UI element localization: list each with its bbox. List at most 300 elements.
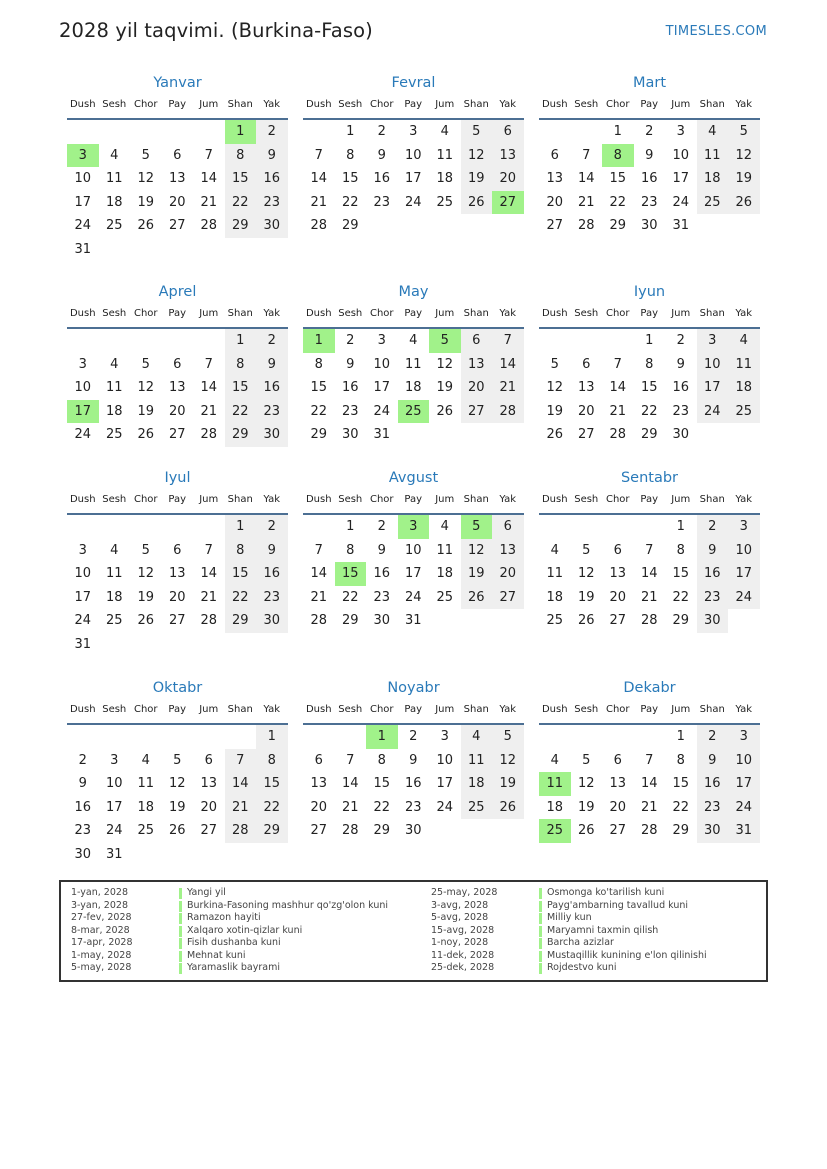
weekend-day-cell: 17 (728, 562, 760, 586)
day-cell: 19 (137, 403, 155, 419)
day-cell: 24 (105, 823, 123, 838)
day-cell: 14 (200, 171, 218, 186)
weekday-label: Shan (699, 99, 725, 110)
day-cell: 3 (78, 542, 87, 558)
day-cell: 6 (613, 542, 622, 558)
weekend-day-cell: 9 (256, 353, 288, 377)
day-cell: 22 (341, 194, 359, 210)
day-cell: 13 (168, 566, 186, 581)
legend-item (431, 962, 707, 975)
day-cell: 6 (173, 147, 182, 163)
day-cell: 14 (577, 171, 595, 186)
day-cell: 7 (204, 147, 213, 163)
weekend-day-cell: 11 (697, 144, 729, 168)
day-cell: 20 (310, 799, 328, 815)
weekend-day-cell: 2 (697, 515, 729, 539)
empty-day-cell (67, 329, 99, 353)
day-cell: 24 (74, 427, 92, 442)
week-row (303, 586, 524, 610)
day-cell: 28 (640, 823, 658, 838)
week-row (67, 423, 288, 447)
week-row (303, 609, 524, 633)
day-cell: 27 (310, 823, 328, 838)
day-cell: 4 (409, 333, 418, 348)
weekday-label: Sesh (338, 308, 363, 319)
weekday-label: Shan (699, 308, 725, 319)
weekend-day-cell: 26 (461, 191, 493, 215)
weekday-label: Pay (168, 99, 187, 110)
weekday-label: Yak (735, 494, 753, 505)
week-row (67, 120, 288, 144)
month-name: Aprel (158, 284, 197, 300)
day-cell: 20 (609, 799, 627, 815)
day-cell: 24 (74, 218, 92, 233)
empty-day-cell (602, 329, 634, 353)
day-cell: 18 (105, 589, 123, 605)
weekend-day-cell: 7 (492, 329, 524, 353)
weekend-day-cell: 1 (225, 329, 257, 353)
day-cell: 10 (672, 147, 690, 163)
day-cell: 17 (74, 589, 92, 605)
weekday-label: Dush (541, 99, 568, 110)
day-cell: 26 (137, 613, 155, 628)
month-noyabr (303, 678, 524, 843)
day-cell: 5 (582, 542, 591, 558)
week-row (67, 376, 288, 400)
day-cell: 22 (341, 589, 359, 605)
month-may (303, 282, 524, 447)
holiday-marker-icon (179, 926, 182, 937)
weekday-header (539, 702, 760, 725)
weekday-label: Shan (227, 308, 253, 319)
legend-date: 15-avg, 2028 (431, 924, 495, 936)
week-row (303, 539, 524, 563)
day-cell: 8 (377, 752, 386, 768)
day-cell: 23 (74, 823, 92, 838)
day-cell: 3 (110, 752, 119, 768)
weekday-header (67, 97, 288, 120)
day-cell: 2 (676, 333, 685, 348)
weekday-header (303, 492, 524, 515)
day-cell: 27 (609, 613, 627, 628)
day-cell: 12 (137, 171, 155, 186)
legend-holiday-name: Milliy kun (547, 912, 592, 923)
legend-item (431, 950, 707, 963)
day-cell: 16 (404, 776, 422, 791)
empty-day-cell (193, 329, 225, 353)
day-cell: 6 (204, 752, 213, 768)
weekend-day-cell: 1 (256, 725, 288, 749)
week-row (67, 167, 288, 191)
weekend-day-cell: 29 (225, 423, 257, 447)
day-cell: 27 (168, 218, 186, 233)
day-cell: 17 (373, 380, 391, 395)
day-cell: 11 (546, 566, 564, 581)
empty-day-cell (162, 515, 194, 539)
day-cell: 30 (74, 846, 92, 862)
weekday-label: Yak (499, 494, 517, 505)
weekday-header (303, 702, 524, 725)
day-cell: 12 (137, 380, 155, 395)
weekend-day-cell: 20 (492, 167, 524, 191)
weekend-day-cell: 4 (728, 329, 760, 353)
day-cell: 6 (582, 356, 591, 372)
day-cell: 8 (346, 542, 355, 558)
weekday-label: Jum (435, 99, 455, 110)
weekday-label: Chor (605, 308, 630, 319)
day-cell: 17 (105, 799, 123, 815)
day-cell: 7 (204, 542, 213, 558)
day-cell: 27 (609, 823, 627, 838)
weekend-day-cell: 10 (728, 539, 760, 563)
weekday-label: Pay (404, 99, 423, 110)
weekend-day-cell: 9 (697, 749, 729, 773)
day-cell: 24 (404, 194, 422, 210)
day-cell: 8 (645, 356, 654, 372)
day-cell: 3 (78, 356, 87, 372)
day-cell: 21 (609, 403, 627, 419)
day-cell: 10 (74, 380, 92, 395)
empty-day-cell (130, 120, 162, 144)
day-cell: 26 (168, 823, 186, 838)
weekend-day-cell: 24 (728, 796, 760, 820)
month-name: Avgust (388, 470, 439, 486)
weekend-day-cell: 20 (492, 562, 524, 586)
day-cell: 13 (168, 171, 186, 186)
weekday-label: Chor (369, 308, 394, 319)
weekend-day-cell: 23 (256, 400, 288, 424)
holiday-marker-icon (179, 888, 182, 899)
day-cell: 21 (200, 589, 218, 605)
holiday-marker-icon (539, 926, 542, 937)
day-cell: 3 (377, 333, 386, 348)
day-cell: 14 (341, 776, 359, 791)
weekend-day-cell: 6 (492, 120, 524, 144)
day-cell: 28 (310, 218, 328, 233)
weekday-label: Pay (168, 704, 187, 715)
weekday-label: Shan (227, 494, 253, 505)
weekend-day-cell: 14 (225, 772, 257, 796)
week-row (539, 191, 760, 215)
legend-item (71, 925, 388, 938)
weekend-day-cell: 1 (225, 515, 257, 539)
day-cell: 23 (373, 589, 391, 605)
month-name: May (398, 284, 429, 300)
legend-holiday-name: Barcha azizlar (547, 937, 614, 948)
week-row (67, 749, 288, 773)
holiday-day-cell: 27 (492, 191, 524, 215)
weekend-day-cell: 15 (225, 376, 257, 400)
day-cell: 14 (200, 380, 218, 395)
legend-item (71, 962, 388, 975)
empty-day-cell (193, 515, 225, 539)
day-cell: 9 (409, 752, 418, 768)
day-cell: 17 (436, 776, 454, 791)
day-cell: 28 (200, 613, 218, 628)
week-row (303, 796, 524, 820)
weekend-day-cell: 8 (225, 353, 257, 377)
legend-holiday-name: Burkina-Fasoning mashhur qo'zg'olon kuni (187, 899, 389, 911)
holiday-day-cell: 17 (67, 400, 99, 424)
month-name: Mart (632, 75, 667, 91)
day-cell: 20 (200, 799, 218, 815)
weekday-label: Jum (199, 308, 219, 319)
day-cell: 4 (110, 542, 119, 558)
week-row (303, 120, 524, 144)
holiday-marker-icon (179, 963, 182, 974)
day-cell: 17 (404, 566, 422, 581)
weekend-day-cell: 16 (697, 562, 729, 586)
weekday-label: Yak (735, 308, 753, 319)
holiday-day-cell: 3 (398, 515, 430, 539)
holiday-marker-icon (539, 913, 542, 924)
day-cell: 7 (204, 356, 213, 372)
day-cell: 12 (168, 776, 186, 791)
legend-holiday-name: Yaramaslik bayrami (187, 962, 280, 973)
weekday-label: Sesh (574, 308, 599, 319)
holiday-marker-icon (539, 938, 542, 949)
legend-column-right (431, 887, 707, 975)
month-iyun (539, 282, 760, 447)
day-cell: 8 (676, 542, 685, 558)
empty-day-cell (193, 120, 225, 144)
day-cell: 7 (314, 147, 323, 163)
legend-item (431, 900, 707, 913)
empty-day-cell (539, 329, 571, 353)
month-mart (539, 73, 760, 238)
weekday-header (539, 97, 760, 120)
week-row (67, 400, 288, 424)
week-row (67, 191, 288, 215)
day-cell: 9 (377, 542, 386, 558)
day-cell: 17 (672, 171, 690, 186)
holiday-day-cell: 3 (67, 144, 99, 168)
week-row (539, 586, 760, 610)
day-cell: 10 (404, 542, 422, 558)
weekday-label: Sesh (338, 494, 363, 505)
day-cell: 29 (640, 427, 658, 442)
holiday-day-cell: 1 (303, 329, 335, 353)
legend-item (431, 912, 707, 925)
day-cell: 9 (676, 356, 685, 372)
day-cell: 14 (640, 566, 658, 581)
legend-holiday-name: Fisih dushanba kuni (187, 937, 281, 948)
holiday-legend (59, 880, 768, 982)
brand-link[interactable]: TIMESLES.COM (665, 24, 767, 39)
day-cell: 18 (436, 171, 454, 186)
week-row (303, 353, 524, 377)
week-row (539, 329, 760, 353)
week-row (539, 539, 760, 563)
holiday-day-cell: 25 (398, 400, 430, 424)
day-cell: 11 (404, 356, 422, 372)
legend-item (71, 887, 388, 900)
holiday-day-cell: 15 (335, 562, 367, 586)
day-cell: 4 (110, 147, 119, 163)
day-cell: 31 (74, 636, 92, 652)
empty-day-cell (571, 515, 603, 539)
day-cell: 27 (577, 427, 595, 442)
weekend-day-cell: 6 (461, 329, 493, 353)
weekday-header (303, 306, 524, 329)
day-cell: 16 (640, 171, 658, 186)
weekend-day-cell: 12 (461, 539, 493, 563)
weekday-label: Sesh (338, 704, 363, 715)
day-cell: 2 (346, 333, 355, 348)
day-cell: 18 (546, 589, 564, 605)
empty-day-cell (130, 725, 162, 749)
day-cell: 13 (310, 776, 328, 791)
weekday-label: Dush (541, 704, 568, 715)
legend-date: 5-avg, 2028 (431, 912, 489, 923)
day-cell: 15 (609, 171, 627, 186)
legend-item (71, 937, 388, 950)
weekday-label: Chor (133, 704, 158, 715)
week-row (539, 819, 760, 843)
month-name: Dekabr (623, 680, 676, 696)
day-cell: 16 (373, 171, 391, 186)
week-row (67, 144, 288, 168)
weekday-label: Jum (435, 308, 455, 319)
day-cell: 10 (404, 147, 422, 163)
empty-day-cell (303, 120, 335, 144)
day-cell: 11 (436, 147, 454, 163)
week-row (539, 609, 760, 633)
day-cell: 23 (373, 194, 391, 210)
weekend-day-cell: 16 (256, 167, 288, 191)
day-cell: 12 (577, 566, 595, 581)
month-avgust (303, 468, 524, 633)
holiday-marker-icon (179, 913, 182, 924)
day-cell: 21 (310, 589, 328, 605)
weekday-label: Chor (133, 494, 158, 505)
weekend-day-cell: 25 (697, 191, 729, 215)
weekend-day-cell: 9 (256, 144, 288, 168)
week-row (539, 144, 760, 168)
empty-day-cell (99, 329, 131, 353)
weekday-header (539, 306, 760, 329)
weekday-label: Sesh (338, 99, 363, 110)
weekday-label: Chor (369, 494, 394, 505)
month-yanvar (67, 73, 288, 261)
weekend-day-cell: 2 (256, 120, 288, 144)
day-cell: 4 (141, 752, 150, 768)
empty-day-cell (539, 120, 571, 144)
week-row (539, 120, 760, 144)
weekend-day-cell: 2 (256, 329, 288, 353)
empty-day-cell (303, 725, 335, 749)
day-cell: 21 (310, 194, 328, 210)
day-cell: 4 (440, 519, 449, 534)
weekday-label: Dush (541, 308, 568, 319)
day-cell: 27 (546, 218, 564, 233)
weekday-label: Shan (227, 704, 253, 715)
weekend-day-cell: 12 (492, 749, 524, 773)
week-row (67, 562, 288, 586)
weekday-label: Jum (671, 704, 691, 715)
weekday-label: Yak (263, 308, 281, 319)
day-cell: 5 (550, 356, 559, 372)
day-cell: 29 (672, 613, 690, 628)
weekend-day-cell: 2 (697, 725, 729, 749)
day-cell: 6 (173, 542, 182, 558)
legend-date: 3-yan, 2028 (71, 899, 128, 911)
day-cell: 24 (672, 194, 690, 210)
empty-day-cell (539, 515, 571, 539)
day-cell: 1 (676, 519, 685, 534)
day-cell: 21 (640, 799, 658, 815)
day-cell: 11 (137, 776, 155, 791)
day-cell: 8 (676, 752, 685, 768)
week-row (539, 400, 760, 424)
legend-date: 1-may, 2028 (71, 949, 132, 961)
day-cell: 15 (640, 380, 658, 395)
holiday-day-cell: 11 (539, 772, 571, 796)
weekday-label: Pay (640, 308, 659, 319)
legend-item (431, 937, 707, 950)
empty-day-cell (571, 329, 603, 353)
weekend-day-cell: 16 (256, 562, 288, 586)
holiday-day-cell: 5 (429, 329, 461, 353)
weekday-label: Sesh (102, 494, 127, 505)
day-cell: 29 (373, 823, 391, 838)
day-cell: 13 (609, 776, 627, 791)
week-row (539, 423, 760, 447)
day-cell: 23 (404, 799, 422, 815)
week-row (539, 562, 760, 586)
day-cell: 18 (105, 194, 123, 210)
day-cell: 19 (577, 589, 595, 605)
day-cell: 21 (200, 403, 218, 419)
day-cell: 22 (672, 799, 690, 815)
day-cell: 2 (409, 729, 418, 744)
day-cell: 17 (74, 194, 92, 210)
weekend-day-cell: 30 (256, 214, 288, 238)
day-cell: 4 (550, 542, 559, 558)
day-cell: 7 (645, 542, 654, 558)
month-sentabr (539, 468, 760, 633)
weekday-label: Yak (263, 99, 281, 110)
day-cell: 7 (645, 752, 654, 768)
empty-day-cell (193, 725, 225, 749)
day-cell: 20 (168, 403, 186, 419)
day-cell: 13 (200, 776, 218, 791)
week-row (67, 772, 288, 796)
day-cell: 9 (377, 147, 386, 163)
day-cell: 11 (105, 171, 123, 186)
weekday-label: Dush (69, 704, 96, 715)
legend-date: 25-dek, 2028 (431, 962, 495, 973)
day-cell: 22 (310, 403, 328, 419)
weekday-label: Jum (199, 704, 219, 715)
weekday-label: Shan (463, 704, 489, 715)
day-cell: 19 (137, 589, 155, 605)
page-title: 2028 yil taqvimi. (Burkina-Faso) (59, 19, 373, 42)
day-cell: 14 (640, 776, 658, 791)
day-cell: 5 (141, 356, 150, 372)
month-name: Yanvar (153, 75, 202, 91)
weekday-label: Chor (133, 99, 158, 110)
weekend-day-cell: 13 (461, 353, 493, 377)
weekday-label: Chor (369, 704, 394, 715)
day-cell: 14 (200, 566, 218, 581)
legend-item (71, 912, 388, 925)
week-row (303, 725, 524, 749)
legend-holiday-name: Osmonga ko'tarilish kuni (547, 887, 665, 898)
day-cell: 12 (436, 356, 454, 372)
weekend-day-cell: 23 (697, 586, 729, 610)
empty-day-cell (67, 120, 99, 144)
